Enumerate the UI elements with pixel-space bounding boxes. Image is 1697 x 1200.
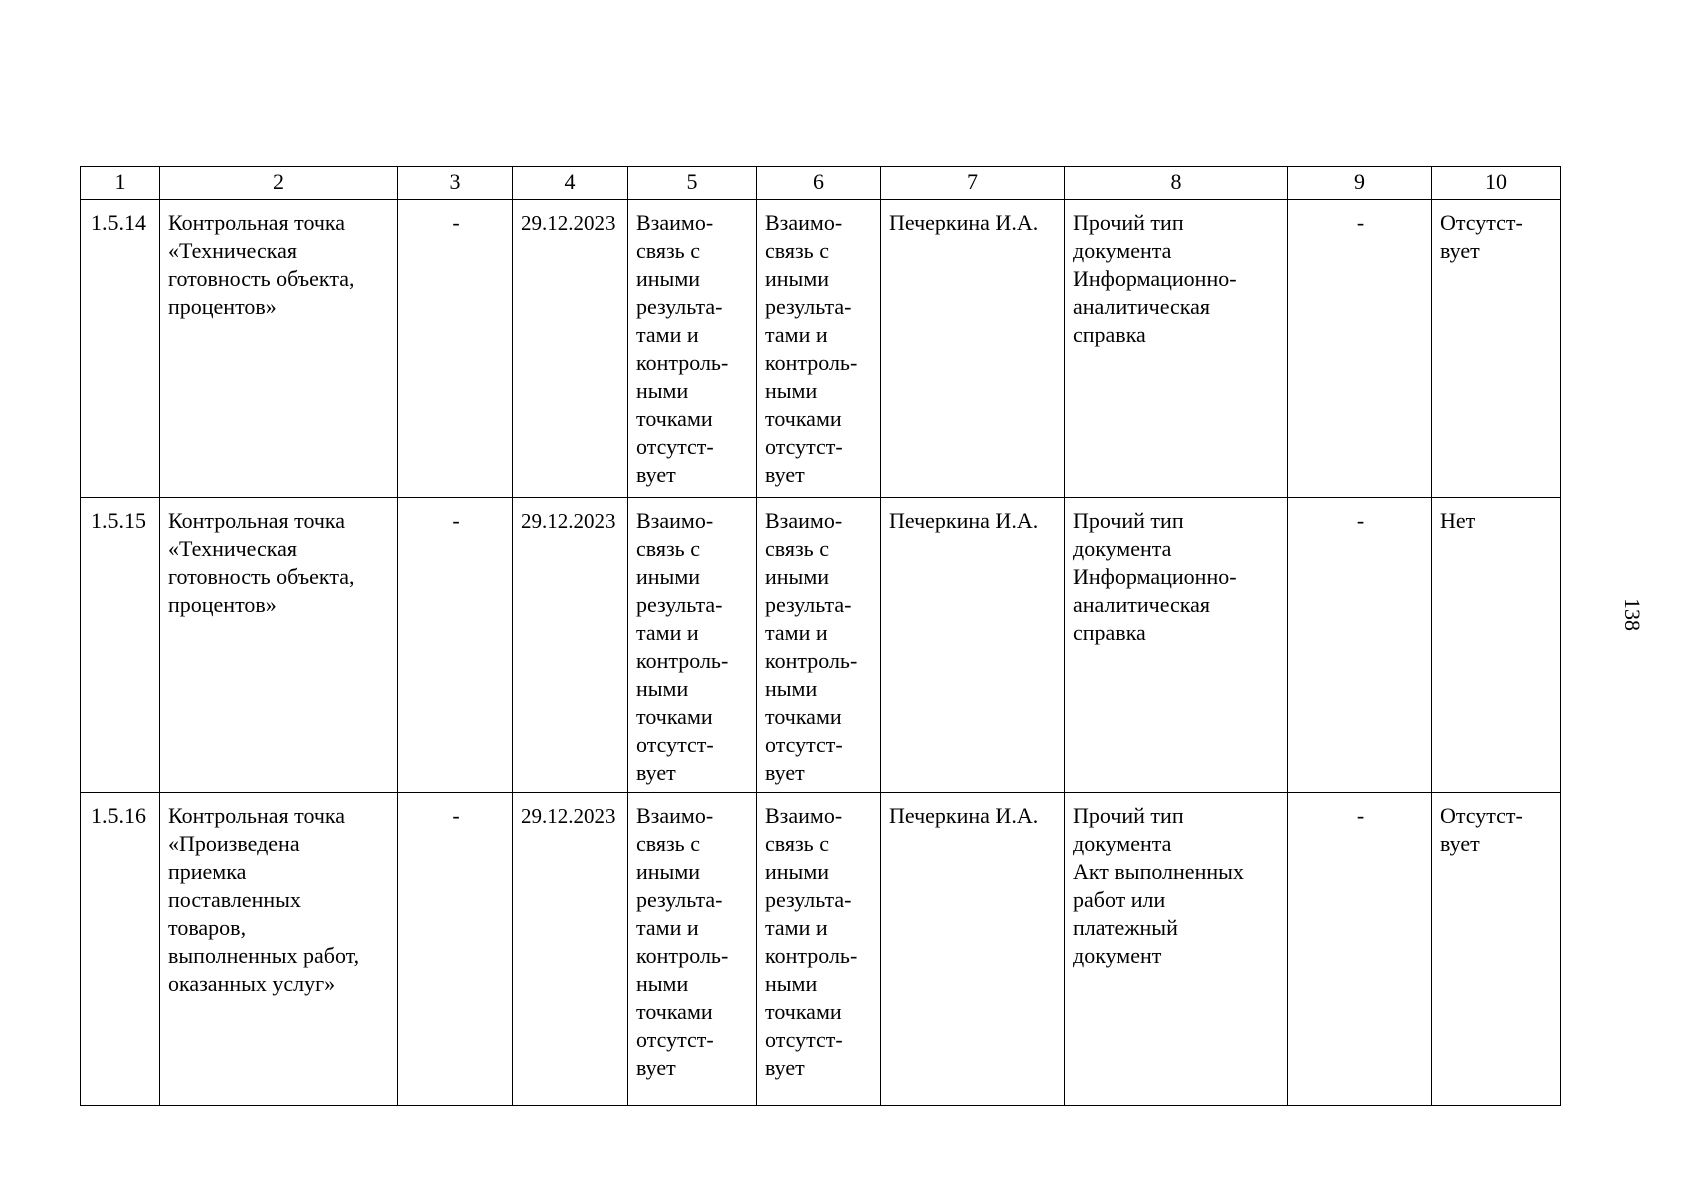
name-cell bbox=[160, 498, 398, 793]
col3-cell bbox=[398, 793, 513, 1106]
col5-value: Взаимо- связь с иными результа- тами и контроль- ными точками отсутст- вует bbox=[636, 803, 729, 1080]
col6-value: Взаимо- связь с иными результа- тами и контроль- ными точками отсутст- вует bbox=[765, 508, 858, 785]
col5-value: Взаимо- связь с иными результа- тами и контроль- ными точками отсутст- вует bbox=[636, 210, 729, 487]
responsible-person: Печеркина И.А. bbox=[889, 508, 1039, 533]
col9-cell bbox=[1288, 200, 1432, 498]
table-row bbox=[81, 793, 1561, 1106]
col5-cell bbox=[628, 498, 757, 793]
column-header-5: 5 bbox=[628, 167, 757, 200]
col5-value: Взаимо- связь с иными результа- тами и контроль- ными точками отсутст- вует bbox=[636, 508, 729, 785]
control-point-name: Контрольная точка «Техническая готовность объекта, процентов» bbox=[168, 210, 355, 319]
document-cell bbox=[1065, 793, 1288, 1106]
table-row bbox=[81, 200, 1561, 498]
due-date: 29.12.2023 bbox=[521, 211, 616, 235]
col5-cell bbox=[628, 793, 757, 1106]
row-number-cell bbox=[81, 793, 160, 1106]
column-header-8: 8 bbox=[1065, 167, 1288, 200]
col3-cell bbox=[398, 200, 513, 498]
col9-cell bbox=[1288, 793, 1432, 1106]
col3-value: - bbox=[452, 210, 460, 235]
col6-cell bbox=[757, 793, 881, 1106]
control-point-name: Контрольная точка «Произведена приемка поставленных товаров, выполненных работ, оказанных услуг» bbox=[168, 803, 360, 996]
document-type: Прочий тип документа Информационно- аналитическая справка bbox=[1073, 210, 1237, 347]
column-header-7: 7 bbox=[881, 167, 1065, 200]
responsible-cell bbox=[881, 200, 1065, 498]
row-number: 1.5.15 bbox=[91, 508, 146, 533]
column-header-6: 6 bbox=[757, 167, 881, 200]
page-number: 138 bbox=[1620, 598, 1645, 631]
row-number: 1.5.14 bbox=[91, 210, 146, 235]
col9-cell bbox=[1288, 498, 1432, 793]
document-cell bbox=[1065, 200, 1288, 498]
responsible-person: Печеркина И.А. bbox=[889, 803, 1039, 828]
col9-value: - bbox=[1356, 803, 1365, 828]
date-cell bbox=[513, 200, 628, 498]
document-type: Прочий тип документа Акт выполненных работ или платежный документ bbox=[1073, 803, 1244, 968]
header-row bbox=[81, 167, 1561, 200]
document-type: Прочий тип документа Информационно- аналитическая справка bbox=[1073, 508, 1237, 645]
column-header-2: 2 bbox=[160, 167, 398, 200]
responsible-person: Печеркина И.А. bbox=[889, 210, 1039, 235]
document-cell bbox=[1065, 498, 1288, 793]
row-number-cell bbox=[81, 498, 160, 793]
responsible-cell bbox=[881, 793, 1065, 1106]
date-cell bbox=[513, 793, 628, 1106]
col10-cell bbox=[1432, 200, 1561, 498]
column-header-4: 4 bbox=[513, 167, 628, 200]
col10-value: Нет bbox=[1440, 508, 1476, 533]
date-cell bbox=[513, 498, 628, 793]
col10-value: Отсутст- вует bbox=[1440, 803, 1523, 856]
table-row bbox=[81, 498, 1561, 793]
col6-value: Взаимо- связь с иными результа- тами и контроль- ными точками отсутст- вует bbox=[765, 210, 858, 487]
row-number-cell bbox=[81, 200, 160, 498]
col9-value: - bbox=[1356, 508, 1365, 533]
column-header-9: 9 bbox=[1288, 167, 1432, 200]
due-date: 29.12.2023 bbox=[521, 509, 616, 533]
name-cell bbox=[160, 200, 398, 498]
col3-cell bbox=[398, 498, 513, 793]
col3-value: - bbox=[452, 508, 460, 533]
col3-value: - bbox=[452, 803, 460, 828]
col6-cell bbox=[757, 200, 881, 498]
row-number: 1.5.16 bbox=[91, 803, 146, 828]
col6-value: Взаимо- связь с иными результа- тами и контроль- ными точками отсутст- вует bbox=[765, 803, 858, 1080]
col6-cell bbox=[757, 498, 881, 793]
control-point-name: Контрольная точка «Техническая готовность объекта, процентов» bbox=[168, 508, 355, 617]
name-cell bbox=[160, 793, 398, 1106]
column-header-3: 3 bbox=[398, 167, 513, 200]
control-points-table bbox=[80, 166, 1561, 1106]
column-header-10: 10 bbox=[1432, 167, 1561, 200]
col5-cell bbox=[628, 200, 757, 498]
responsible-cell bbox=[881, 498, 1065, 793]
col10-cell bbox=[1432, 793, 1561, 1106]
col9-value: - bbox=[1356, 210, 1365, 235]
col10-value: Отсутст- вует bbox=[1440, 210, 1523, 263]
col10-cell bbox=[1432, 498, 1561, 793]
due-date: 29.12.2023 bbox=[521, 804, 616, 828]
column-header-1: 1 bbox=[81, 167, 160, 200]
